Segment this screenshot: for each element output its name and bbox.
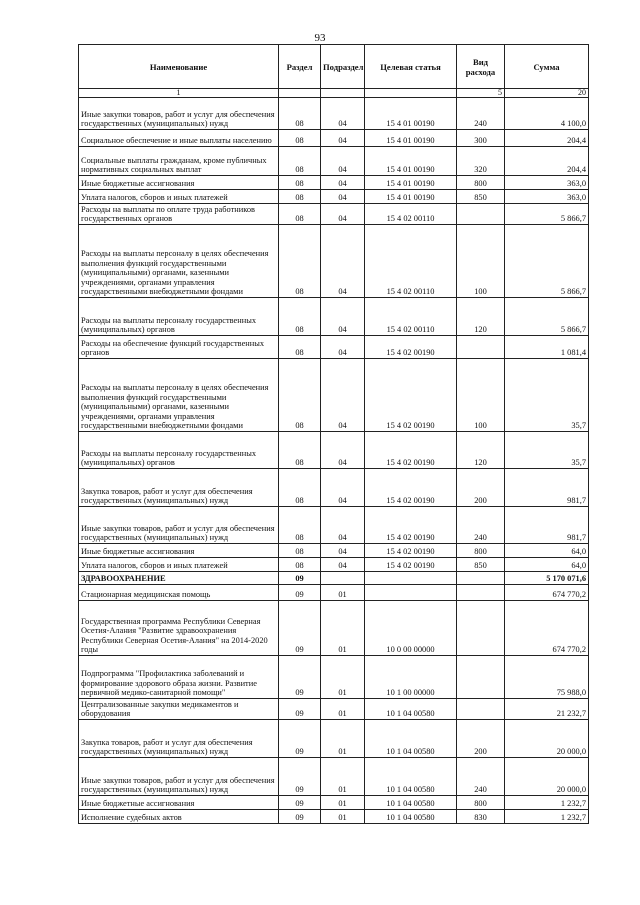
row-name: Расходы на выплаты персоналу в целях обеспечения выполнения функций государственными (муниципальными) органами, казенными учреждениями, органами управления государственными внебюджетными фондами xyxy=(79,359,279,432)
row-expense-type xyxy=(457,699,505,720)
row-name: Социальное обеспечение и иные выплаты населению xyxy=(79,130,279,147)
row-section: 08 xyxy=(279,147,321,176)
row-expense-type: 200 xyxy=(457,469,505,507)
row-expense-type: 800 xyxy=(457,796,505,810)
row-subsection: 01 xyxy=(321,796,365,810)
row-expense-type: 850 xyxy=(457,558,505,572)
row-name: Иные закупки товаров, работ и услуг для обеспечения государственных (муниципальных) нужд xyxy=(79,758,279,796)
row-target: 15 4 01 00190 xyxy=(365,190,457,204)
row-subsection: 04 xyxy=(321,544,365,558)
header-amount: Сумма xyxy=(505,45,589,89)
row-amount: 204,4 xyxy=(505,147,589,176)
row-subsection: 01 xyxy=(321,699,365,720)
row-target: 15 4 01 00190 xyxy=(365,98,457,130)
table-row xyxy=(79,336,589,359)
row-amount: 64,0 xyxy=(505,544,589,558)
row-expense-type: 800 xyxy=(457,544,505,558)
table-row xyxy=(79,190,589,204)
page-number: 93 xyxy=(314,32,326,44)
row-expense-type: 300 xyxy=(457,130,505,147)
row-name: Иные бюджетные ассигнования xyxy=(79,176,279,190)
row-amount: 363,0 xyxy=(505,176,589,190)
column-number-empty xyxy=(365,89,457,98)
row-target: 15 4 02 00190 xyxy=(365,507,457,544)
row-expense-type: 240 xyxy=(457,507,505,544)
row-subsection: 04 xyxy=(321,298,365,336)
row-target: 10 1 04 00580 xyxy=(365,758,457,796)
row-target: 15 4 01 00190 xyxy=(365,130,457,147)
row-target: 15 4 01 00190 xyxy=(365,147,457,176)
row-section: 08 xyxy=(279,469,321,507)
row-amount: 5 866,7 xyxy=(505,298,589,336)
table-row xyxy=(79,810,589,824)
table-row xyxy=(79,225,589,298)
row-subsection: 01 xyxy=(321,585,365,601)
row-section: 09 xyxy=(279,758,321,796)
row-section: 08 xyxy=(279,336,321,359)
row-name: Иные бюджетные ассигнования xyxy=(79,544,279,558)
row-target: 15 4 02 00110 xyxy=(365,225,457,298)
row-subsection: 04 xyxy=(321,432,365,469)
row-expense-type xyxy=(457,656,505,699)
row-subsection: 01 xyxy=(321,656,365,699)
row-subsection: 04 xyxy=(321,176,365,190)
row-name: Расходы на выплаты персоналу государственных (муниципальных) органов xyxy=(79,298,279,336)
row-section: 08 xyxy=(279,204,321,225)
row-amount: 1 232,7 xyxy=(505,796,589,810)
table-row xyxy=(79,130,589,147)
row-target: 10 0 00 00000 xyxy=(365,601,457,656)
row-section: 08 xyxy=(279,98,321,130)
row-amount: 35,7 xyxy=(505,359,589,432)
row-target: 15 4 02 00110 xyxy=(365,298,457,336)
row-name: Централизованные закупки медикаментов и оборудования xyxy=(79,699,279,720)
row-name: Закупка товаров, работ и услуг для обеспечения государственных (муниципальных) нужд xyxy=(79,720,279,758)
row-subsection: 04 xyxy=(321,130,365,147)
header-expense-type: Вид расхода xyxy=(457,45,505,89)
header-target: Целевая статья xyxy=(365,45,457,89)
row-target: 15 4 02 00190 xyxy=(365,359,457,432)
row-amount: 5 866,7 xyxy=(505,204,589,225)
row-name: Исполнение судебных актов xyxy=(79,810,279,824)
row-section: 08 xyxy=(279,507,321,544)
header-name: Наименование xyxy=(79,45,279,89)
header-row xyxy=(79,45,589,89)
row-subsection xyxy=(321,572,365,585)
row-section: 09 xyxy=(279,699,321,720)
row-amount: 64,0 xyxy=(505,558,589,572)
row-target: 15 4 02 00110 xyxy=(365,204,457,225)
table-row xyxy=(79,585,589,601)
row-subsection: 04 xyxy=(321,190,365,204)
row-target: 15 4 02 00190 xyxy=(365,544,457,558)
row-target: 15 4 02 00190 xyxy=(365,336,457,359)
column-number: 5 xyxy=(457,89,505,98)
row-amount: 20 000,0 xyxy=(505,720,589,758)
row-amount: 674 770,2 xyxy=(505,585,589,601)
row-section: 08 xyxy=(279,298,321,336)
row-subsection: 01 xyxy=(321,601,365,656)
row-subsection: 04 xyxy=(321,225,365,298)
row-expense-type xyxy=(457,601,505,656)
column-number: 20 xyxy=(505,89,589,98)
table-row xyxy=(79,359,589,432)
row-name: Социальные выплаты гражданам, кроме публичных нормативных социальных выплат xyxy=(79,147,279,176)
row-expense-type: 240 xyxy=(457,98,505,130)
row-target: 15 4 01 00190 xyxy=(365,176,457,190)
table-row xyxy=(79,720,589,758)
row-section: 09 xyxy=(279,796,321,810)
row-name: Иные закупки товаров, работ и услуг для обеспечения государственных (муниципальных) нужд xyxy=(79,507,279,544)
header-subsection: Подраздел xyxy=(321,45,365,89)
row-section: 09 xyxy=(279,572,321,585)
row-expense-type xyxy=(457,204,505,225)
row-target: 10 1 00 00000 xyxy=(365,656,457,699)
row-expense-type: 850 xyxy=(457,190,505,204)
row-amount: 20 000,0 xyxy=(505,758,589,796)
row-amount: 75 988,0 xyxy=(505,656,589,699)
column-number: 1 xyxy=(79,89,279,98)
table-row xyxy=(79,147,589,176)
row-target: 15 4 02 00190 xyxy=(365,432,457,469)
row-subsection: 04 xyxy=(321,204,365,225)
row-amount: 1 232,7 xyxy=(505,810,589,824)
row-amount: 5 866,7 xyxy=(505,225,589,298)
row-subsection: 04 xyxy=(321,469,365,507)
row-target: 10 1 04 00580 xyxy=(365,699,457,720)
row-section: 08 xyxy=(279,130,321,147)
row-subsection: 01 xyxy=(321,758,365,796)
row-target: 10 1 04 00580 xyxy=(365,810,457,824)
row-expense-type: 120 xyxy=(457,432,505,469)
column-number-empty xyxy=(321,89,365,98)
row-name: Расходы на выплаты по оплате труда работников государственных органов xyxy=(79,204,279,225)
row-target: 10 1 04 00580 xyxy=(365,720,457,758)
row-amount: 674 770,2 xyxy=(505,601,589,656)
row-expense-type: 240 xyxy=(457,758,505,796)
row-subsection: 01 xyxy=(321,720,365,758)
row-amount: 21 232,7 xyxy=(505,699,589,720)
row-section: 08 xyxy=(279,359,321,432)
row-expense-type: 100 xyxy=(457,225,505,298)
row-amount: 204,4 xyxy=(505,130,589,147)
row-name: Расходы на выплаты персоналу государственных (муниципальных) органов xyxy=(79,432,279,469)
row-subsection: 04 xyxy=(321,98,365,130)
row-expense-type: 100 xyxy=(457,359,505,432)
row-expense-type: 830 xyxy=(457,810,505,824)
row-expense-type: 800 xyxy=(457,176,505,190)
row-amount: 1 081,4 xyxy=(505,336,589,359)
table-body xyxy=(79,98,589,824)
row-target: 15 4 02 00190 xyxy=(365,558,457,572)
row-section: 08 xyxy=(279,432,321,469)
row-section: 09 xyxy=(279,656,321,699)
row-expense-type: 120 xyxy=(457,298,505,336)
row-expense-type xyxy=(457,572,505,585)
table-row xyxy=(79,298,589,336)
row-amount: 363,0 xyxy=(505,190,589,204)
row-section: 08 xyxy=(279,176,321,190)
row-name: ЗДРАВООХРАНЕНИЕ xyxy=(79,572,279,585)
row-expense-type: 200 xyxy=(457,720,505,758)
row-target xyxy=(365,572,457,585)
row-name: Подпрограмма "Профилактика заболеваний и формирование здорового образа жизни. Развитие первичной медико-санитарной помощи" xyxy=(79,656,279,699)
row-name: Уплата налогов, сборов и иных платежей xyxy=(79,558,279,572)
row-amount: 4 100,0 xyxy=(505,98,589,130)
row-subsection: 04 xyxy=(321,359,365,432)
table-row xyxy=(79,204,589,225)
row-name: Уплата налогов, сборов и иных платежей xyxy=(79,190,279,204)
row-amount: 981,7 xyxy=(505,507,589,544)
row-expense-type: 320 xyxy=(457,147,505,176)
row-target xyxy=(365,585,457,601)
table-row xyxy=(79,176,589,190)
table-row xyxy=(79,699,589,720)
table-row xyxy=(79,601,589,656)
row-name: Государственная программа Республики Северная Осетия-Алания "Развитие здравоохранения Республики Северная Осетия-Алания" на 2014-2020 годы xyxy=(79,601,279,656)
table-row xyxy=(79,432,589,469)
table-row xyxy=(79,758,589,796)
row-name: Иные закупки товаров, работ и услуг для обеспечения государственных (муниципальных) нужд xyxy=(79,98,279,130)
row-section: 08 xyxy=(279,558,321,572)
row-amount: 35,7 xyxy=(505,432,589,469)
table-row xyxy=(79,796,589,810)
budget-table xyxy=(78,44,589,824)
row-name: Расходы на выплаты персоналу в целях обеспечения выполнения функций государственными (муниципальными) органами, казенными учреждениями, органами управления государственными внебюджетными фондами xyxy=(79,225,279,298)
row-target: 15 4 02 00190 xyxy=(365,469,457,507)
row-section: 08 xyxy=(279,190,321,204)
table-row xyxy=(79,98,589,130)
table-row xyxy=(79,558,589,572)
row-section: 09 xyxy=(279,810,321,824)
row-name: Иные бюджетные ассигнования xyxy=(79,796,279,810)
row-section: 09 xyxy=(279,601,321,656)
row-section: 08 xyxy=(279,225,321,298)
row-amount: 981,7 xyxy=(505,469,589,507)
row-name: Закупка товаров, работ и услуг для обеспечения государственных (муниципальных) нужд xyxy=(79,469,279,507)
table-row xyxy=(79,572,589,585)
table-row xyxy=(79,544,589,558)
row-subsection: 01 xyxy=(321,810,365,824)
table-row xyxy=(79,507,589,544)
column-number-empty xyxy=(279,89,321,98)
table-row xyxy=(79,656,589,699)
row-section: 08 xyxy=(279,544,321,558)
header-section: Раздел xyxy=(279,45,321,89)
row-subsection: 04 xyxy=(321,558,365,572)
table-row xyxy=(79,469,589,507)
row-subsection: 04 xyxy=(321,507,365,544)
row-subsection: 04 xyxy=(321,147,365,176)
row-section: 09 xyxy=(279,585,321,601)
row-name: Стационарная медицинская помощь xyxy=(79,585,279,601)
column-number-row xyxy=(79,89,589,98)
row-target: 10 1 04 00580 xyxy=(365,796,457,810)
row-subsection: 04 xyxy=(321,336,365,359)
row-expense-type xyxy=(457,585,505,601)
row-name: Расходы на обеспечение функций государственных органов xyxy=(79,336,279,359)
row-amount: 5 170 071,6 xyxy=(505,572,589,585)
row-section: 09 xyxy=(279,720,321,758)
row-expense-type xyxy=(457,336,505,359)
